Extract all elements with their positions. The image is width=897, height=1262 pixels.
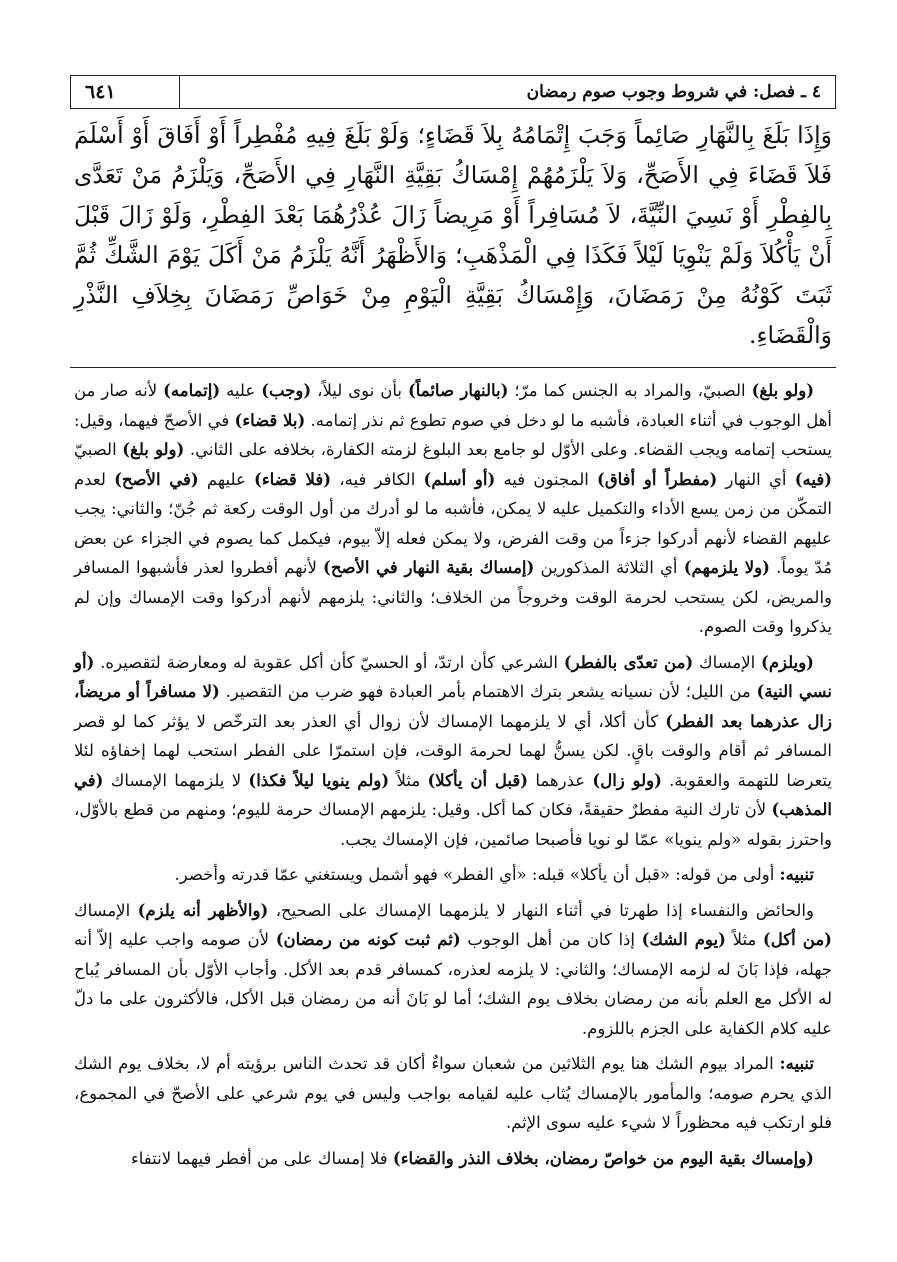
commentary-text: من الليل؛ لأن نسيانه يشعر بترك الاهتمام بأمر العبادة فهو ضرب من التقصير. [219,682,757,701]
commentary-paragraph-1 [74,376,832,642]
commentary-text: لأنهم أفطروا لعذر فأشبهوا المسافر والمريض، لكن يستحب لحرمة الوقت وخروجاً من الخلاف؛ والثاني: يلزمهم لأنهم أدركوا وقت الإمساك وإن لم يذكروا وقت الصوم. [74,558,832,636]
commentary-text: الصبيّ، والمراد به الجنس كما مرّ؛ [508,381,752,400]
commentary-paragraph-2 [74,648,832,855]
note-paragraph-2 [74,1049,832,1138]
commentary-text: مثلاً [725,930,763,949]
quoted-phrase: (ولا يلزمهم) [683,558,770,577]
commentary-paragraph-3 [74,896,832,1044]
quoted-phrase: (فلا قضاء) [254,469,332,489]
commentary-paragraph-4 [74,1144,832,1174]
quoted-phrase: (بالنهار صائماً) [407,381,509,400]
commentary-text: أولى من قوله: «قبل أن يأكلا» قبله: «أي الفطر» فهو أشمل ويستغني عمّا قدرته وأخصر. [174,865,780,884]
note-label: تنبيه: [779,865,814,884]
quoted-phrase: (إمساك بقية النهار في الأصح) [323,558,535,577]
commentary-text: كأن أكلا، أي لا يلزمهما الإمساك لأن زوال أي العذر بعد الترخّص لا يؤثر كما لو قصر المسافر ثم أقام والوقت باقٍ. لكن يسنُّ لهما لحرمة الوقت، فإن استمرّا على الفطر استحب لهما إخفاؤه لئلا يتعرضا للتهمة والعقوبة. [74,711,833,790]
quoted-phrase: (من أكل) [762,930,832,949]
quoted-phrase: (يوم الشك) [641,930,726,949]
commentary-text: عذرهما [528,770,593,790]
commentary-text: فلا إمساك على من أفطر فيهما لانتفاء [130,1148,393,1168]
commentary-text: في الأصحّ فيهما، وقيل: يستحب إتمامه ويجب القضاء. وعلى الأوّل لو جامع بعد البلوغ لزمته الكفارة، بخلافه على الثاني. [73,410,833,459]
quoted-phrase: (ولم ينويا ليلاً فكذا) [248,770,390,790]
quoted-phrase: (إتمامه) [163,381,221,400]
quoted-phrase: (مفطراً أو أفاق) [597,469,718,489]
quoted-phrase: (ولو زال) [592,770,662,790]
commentary-text: الكافر فيه، [331,469,424,489]
quoted-phrase: (وإمساك بقية اليوم من خواصّ رمضان، بخلاف النذر والقضاء) [392,1148,814,1168]
commentary-text: الإمساك [74,900,138,920]
commentary-text: لعدم التمكّن من زمن يسع الأداء والتكميل عليه لا يمكن، فأشبه ما لو أدرك من أول الوقت ركعة ثم جُنّ؛ والثاني: يجب عليهم القضاء لأنهم أدركوا جزءاً من وقت الفرض، ولا يمكن فعله إلاّ بيوم، فيكمل كما يصوم في الجزاء عن بعض مُدّ يوماً. [74,469,832,577]
commentary-text: المراد بيوم الشك هنا يوم الثلاثين من شعبان سواءٌ أكان قد تحدث الناس برؤيته أم لا، بخلاف يوم الشك الذي يحرم صومه؛ والمأمور بالإمساك يُثاب عليه لقيامه بواجب وليس في يوم شرعي على الأصحّ في المجموع، فلو ارتكب فيه محظوراً لا شيء عليه سوى الإثم. [74,1054,832,1132]
commentary-text: لا يلزمهما الإمساك [103,770,249,790]
book-page [70,75,836,1173]
commentary-text: أي النهار [717,469,795,489]
commentary-text: لأن صومه واجب عليه إلاّ أنه جهله، فإذا بَانَ له لزمه الإمساك؛ والثاني: لا يلزمه لعذره، كمسافر قدم بعد الأكل. وأجاب الأوّل بأن المسافر يُباح له الأكل مع العلم بأنه من رمضان بخلاف يوم الشك؛ أما لو بَانَ أنه من رمضان قبل الأكل، فالأكثرون على ما دلّ عليه كلام الكفاية على الجزم باللزوم. [74,930,832,1038]
commentary-text: عليه [220,381,262,400]
section-divider [70,367,836,368]
quoted-phrase: (وجب) [261,381,312,400]
quoted-phrase: (بلا قضاء) [234,410,306,430]
commentary-text: الشرعي كأن ارتدّ، أو الحسيّ كأن أكل عقوبة له ومعارضة لتقصيره. [94,652,564,672]
quoted-phrase: (ولو بلغ) [751,381,814,400]
quoted-phrase: (ثم ثبت كونه من رمضان) [275,930,461,949]
quoted-phrase: (من تعدّى بالفطر) [563,652,694,672]
commentary-text: والحائض والنفساء إذا طهرتا في أثناء النهار لا يلزمهما الإمساك على الصحيح، [268,900,814,920]
commentary-text: عليهم [198,469,255,489]
quoted-phrase: (في المذهب) [74,770,832,819]
header-divider [179,76,180,108]
quoted-phrase: (لا مسافراً أو مريضاً، زال عذرهما بعد الفطر) [74,682,832,731]
commentary-text: لأنه صار من أهل الوجوب في أثناء العبادة، فأشبه ما لو دخل في صوم تطوع ثم نذر إتمامه. [74,381,832,430]
commentary-text: الصبيّ [74,440,123,459]
chapter-title: ٤ ـ فصل: في شروط وجوب صوم رمضان [526,82,821,102]
running-header [70,75,836,109]
quoted-phrase: (فيه) [794,469,833,489]
note-label: تنبيه: [779,1054,814,1073]
quoted-phrase: (أو أسلم) [423,469,496,489]
main-text: وَإِذَا بَلَغَ بِالنَّهَارِ صَائِماً وَجَبَ إِتْمَامُهُ بِلاَ قَضَاءٍ؛ وَلَوْ بَلَغَ فِيهِ مُفْطِراً أَوْ أَفَاقَ أَوْ أَسْلَمَ فَلاَ قَضَاءَ فِي الأَصَحِّ، وَلاَ يَلْزَمُهُمْ إِمْسَاكُ بَقِيَّةِ النَّهَارِ فِي الأَصَحِّ، وَيَلْزَمُ مَنْ تَعَدَّى بِالفِطْرِ أَوْ نَسِيَ النِّيَّةَ، لاَ مُسَافِراً أَوْ مَرِيضاً زَالَ عُذْرُهُمَا بَعْدَ الفِطْرِ، وَلَوْ زَالَ قَبْلَ أَنْ يَأْكُلاَ وَلَمْ يَنْوِيَا لَيْلاً فَكَذَا فِي الْمَذْهَبِ؛ وَالأَظْهَرُ أَنَّهُ يَلْزَمُ مَنْ أَكَلَ يَوْمَ الشَّكِّ ثُمَّ ثَبَتَ كَوْنُهُ مِنْ رَمَضَانَ، وَإِمْسَاكُ بَقِيَّةِ الْيَوْمِ مِنْ خَوَاصِّ رَمَضَانَ بِخِلاَفِ النَّذْرِ وَالْقَضَاءِ. [74,121,832,349]
quoted-phrase: (أو نسي النية) [74,652,832,701]
commentary [70,376,836,1173]
quoted-phrase: (ولو بلغ) [122,440,185,459]
commentary-text: أي الثلاثة المذكورين [534,558,684,577]
commentary-text: لأن تارك النية مفطرٌ حقيقةً، فكان كما أكل. وقيل: يلزمهم الإمساك حرمة لليوم؛ ومنهم من قطع بالأوّل، واحترز بقوله «ولم ينويا» عمّا لو نويا فأصبحا صائمين، فإن الإمساك يجب. [74,800,832,849]
commentary-text: المجنون فيه [495,469,598,489]
commentary-text: بأن نوى ليلاً، [311,381,408,400]
quoted-phrase: (والأظهر أنه يلزم) [137,900,269,920]
quoted-phrase: (ويلزم) [761,652,814,672]
commentary-text: الإمساك [693,652,762,672]
commentary-text: مثلاً [389,770,428,790]
page-number: ٦٤١ [85,81,116,103]
commentary-text: إذا كان من أهل الوجوب [460,930,642,949]
quoted-phrase: (قبل أن يأكلا) [427,770,529,790]
quoted-phrase: (في الأصح) [114,469,199,489]
note-paragraph-1 [74,860,832,890]
